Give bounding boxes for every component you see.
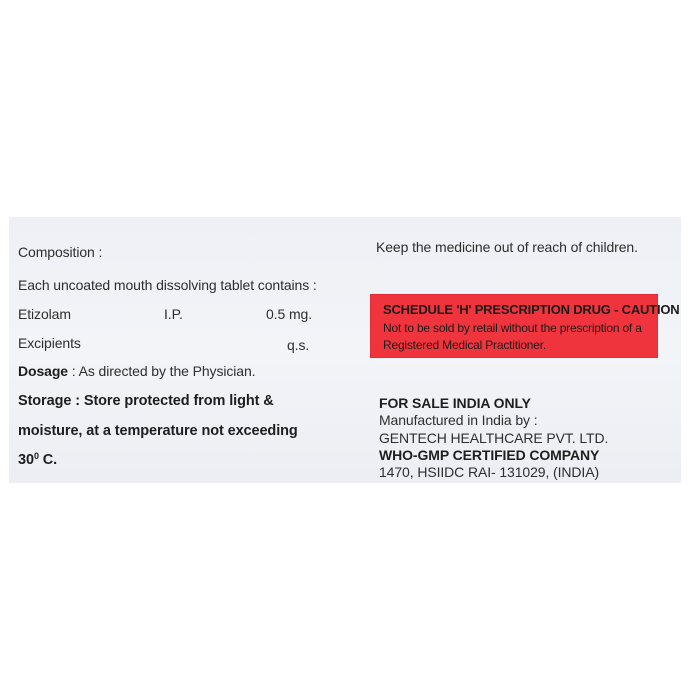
- keep-away-notice: Keep the medicine out of reach of children.: [376, 239, 638, 255]
- warning-line-1: Not to be sold by retail without the prescription of a: [383, 321, 642, 335]
- manufactured-by: Manufactured in India by :: [379, 412, 538, 428]
- warning-title: SCHEDULE 'H' PRESCRIPTION DRUG - CAUTION: [383, 302, 680, 317]
- certification: WHO-GMP CERTIFIED COMPANY: [379, 447, 600, 463]
- storage-temp-unit: C.: [38, 452, 58, 468]
- storage-line-1: Storage : Store protected from light &: [18, 393, 274, 409]
- storage-temperature: [18, 451, 57, 470]
- company-name: GENTECH HEALTHCARE PVT. LTD.: [379, 430, 609, 446]
- ingredient-amount: 0.5 mg.: [266, 306, 312, 322]
- ingredient-grade: I.P.: [164, 306, 183, 322]
- warning-line-2: Registered Medical Practitioner.: [383, 338, 547, 352]
- sale-notice: FOR SALE INDIA ONLY: [379, 395, 531, 411]
- dosage-text: : As directed by the Physician.: [67, 363, 256, 379]
- composition-heading: Composition :: [18, 244, 103, 260]
- company-address: 1470, HSIIDC RAI- 131029, (INDIA): [379, 464, 600, 480]
- storage-line-2: moisture, at a temperature not exceeding: [18, 423, 298, 439]
- ingredient-name: Etizolam: [18, 306, 71, 322]
- tablet-description: Each uncoated mouth dissolving tablet contains :: [18, 277, 317, 293]
- degree-mark: 0: [33, 451, 39, 461]
- schedule-h-warning-box: [370, 294, 680, 358]
- dosage-label: Dosage: [18, 363, 68, 379]
- storage-temp-value: 30: [18, 452, 34, 468]
- ingredient-amount: q.s.: [287, 337, 310, 353]
- dosage-line: [18, 362, 255, 380]
- ingredient-name: Excipients: [18, 335, 81, 351]
